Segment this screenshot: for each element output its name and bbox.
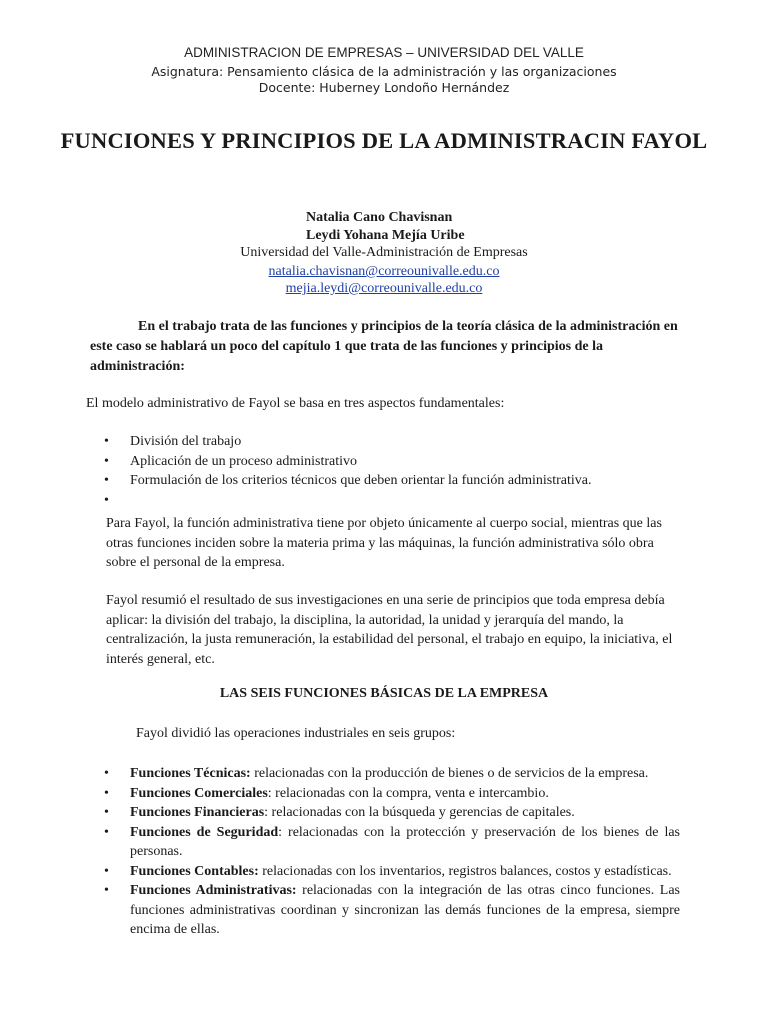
function-term: Funciones Comerciales: [130, 785, 268, 801]
function-term: Funciones Administrativas:: [130, 883, 297, 898]
affiliation: Universidad del Valle-Administración de Empresas: [240, 245, 528, 260]
email-link[interactable]: natalia.chavisnan@correounivalle.edu.co: [268, 264, 500, 279]
section-title: LAS SEIS FUNCIONES BÁSICAS DE LA EMPRESA: [219, 686, 549, 701]
abstract: En el trabajo trata de las funciones y principios de la teoría clásica de la administración en este caso se hablará un poco del capítulo 1 que trata de las funciones y principios de la administración:: [90, 319, 678, 374]
list-item: • División del trabajo: [84, 432, 704, 452]
list-item: [84, 784, 680, 804]
document-title: FUNCIONES Y PRINCIPIOS DE LA ADMINISTRACIN FAYOL: [60, 128, 708, 153]
paragraph-function: Para Fayol, la función administrativa tiene por objeto únicamente al cuerpo social, mientras que las otras funciones inciden sobre la materia prima y las máquinas, la función administrativa sólo obra sobre el personal de la empresa.: [106, 516, 662, 570]
function-term: Funciones Contables:: [130, 863, 259, 879]
functions-list: [84, 764, 680, 940]
function-desc: : relacionadas con la compra, venta e intercambio.: [267, 785, 549, 801]
header-teacher: Docente: Huberney Londoño Hernández: [258, 80, 510, 95]
list-item: [84, 881, 680, 940]
function-desc: relacionadas con la integración de las otras cinco funciones. Las funciones administrativas coordinan y sincronizan las demás funciones de la empresa, siempre encima de ellas.: [130, 883, 681, 937]
list-item: [84, 764, 680, 784]
function-desc: : relacionadas con la búsqueda y gerencias de capitales.: [264, 805, 575, 820]
list-item: [84, 823, 680, 862]
section-intro: Fayol dividió las operaciones industriales en seis grupos:: [136, 726, 456, 741]
author-name: Natalia Cano Chavisnan: [306, 210, 453, 225]
header-subject: Asignatura: Pensamiento clásica de la administración y las organizaciones: [151, 64, 617, 79]
list-item: [84, 862, 680, 882]
aspects-list: [84, 432, 704, 510]
function-term: Funciones Financieras: [130, 805, 265, 820]
function-desc: relacionadas con la producción de bienes o de servicios de la empresa.: [250, 766, 649, 781]
list-item: • Aplicación de un proceso administrativo: [84, 452, 704, 472]
header-institution: ADMINISTRACION DE EMPRESAS – UNIVERSIDAD DEL VALLE: [184, 45, 584, 60]
function-desc: relacionadas con los inventarios, registros balances, costos y estadísticas.: [258, 863, 672, 879]
list-item: • Formulación de los criterios técnicos que deben orientar la función administrativa.: [84, 471, 704, 491]
author-name: Leydi Yohana Mejía Uribe: [306, 228, 465, 243]
intro-paragraph: El modelo administrativo de Fayol se basa en tres aspectos fundamentales:: [86, 396, 505, 411]
function-term: Funciones de Seguridad: [130, 824, 279, 840]
function-term: Funciones Técnicas:: [130, 766, 251, 781]
paragraph-principles: Fayol resumió el resultado de sus investigaciones en una serie de principios que toda empresa debía aplicar: la división del trabajo, la disciplina, la autoridad, la unidad y jerarquía del mando, la centralización, la justa remuneración, la estabilidad del personal, el trabajo en equipo, la iniciativa, el interés general, etc.: [106, 593, 673, 667]
list-item: [84, 803, 680, 823]
list-item: [84, 491, 704, 511]
email-link[interactable]: mejia.leydi@correounivalle.edu.co: [285, 281, 483, 296]
function-desc: : relacionadas con la protección y preservación de los bienes de las personas.: [130, 824, 680, 859]
